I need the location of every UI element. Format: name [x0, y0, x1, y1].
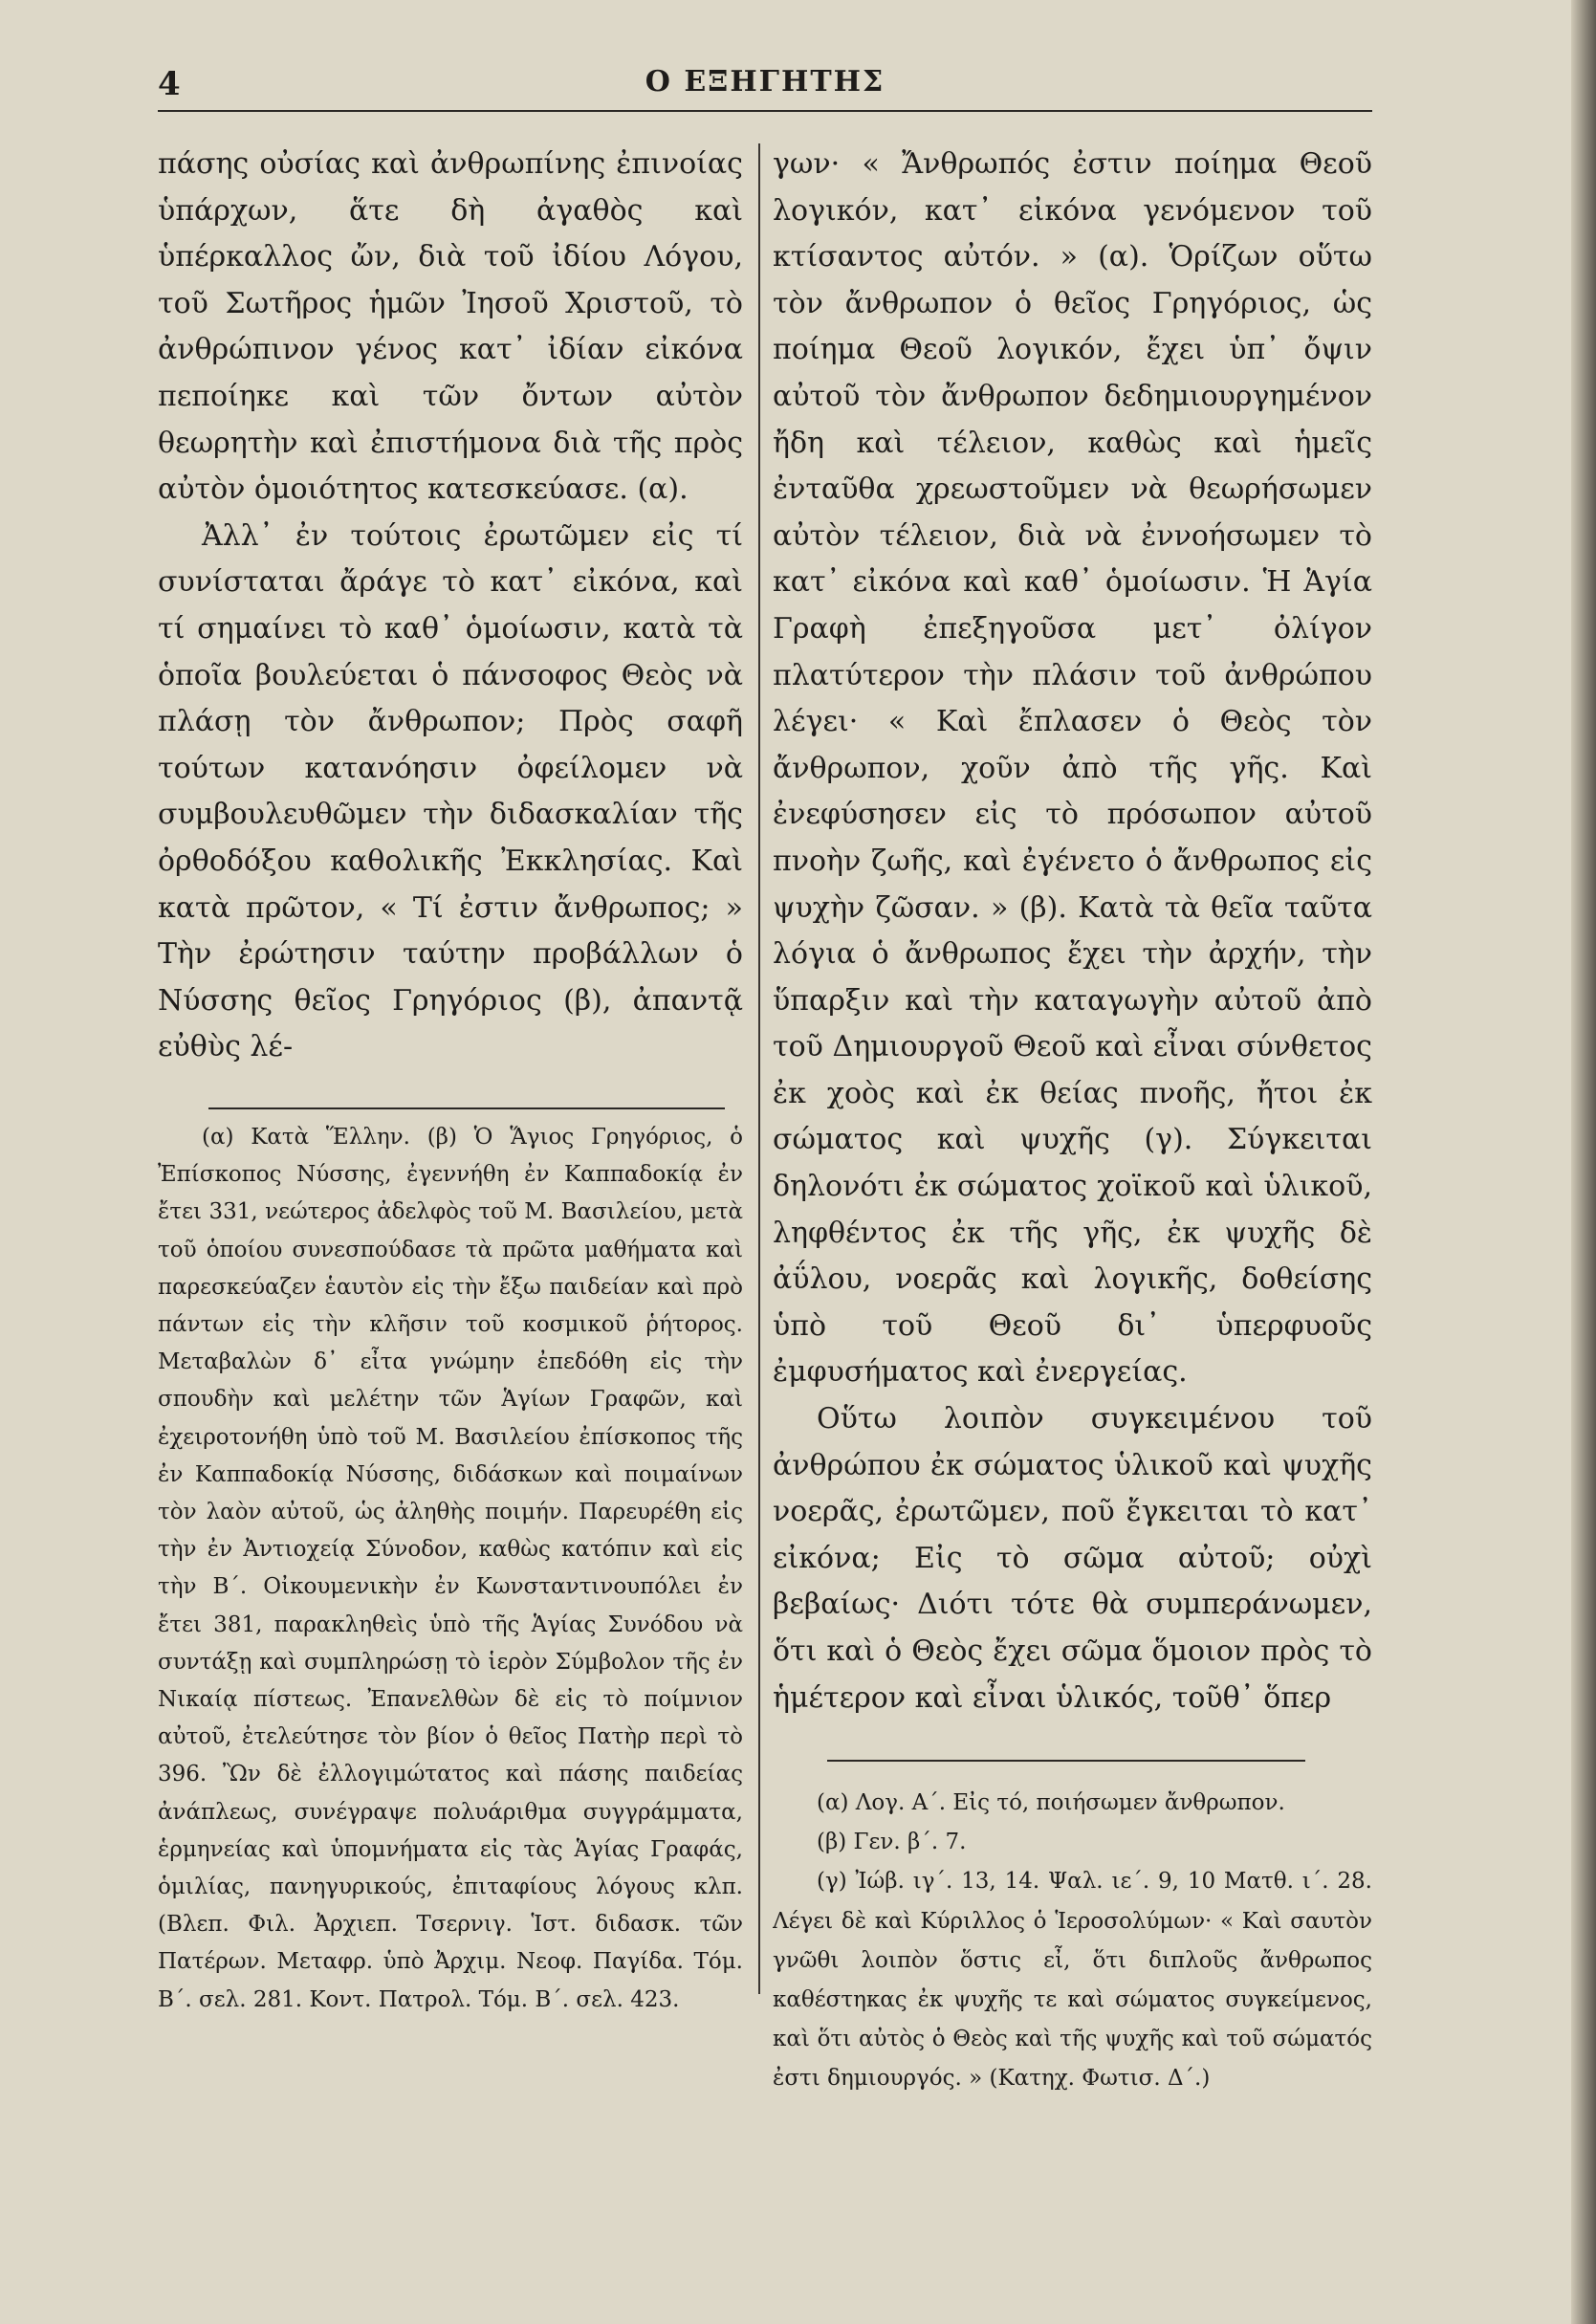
- page-header: [158, 59, 1372, 107]
- footnote-right-b: (β) Γεν. β΄. 7.: [817, 1830, 967, 1855]
- right-paragraph-1: γων· « Ἄνθρωπός ἐστιν ποίημα Θεοῦ λογικόν, κατ᾽ εἰκόνα γενόμενον τοῦ κτίσαντος αὐτόν. » (α). Ὁρίζων οὕτω τὸν ἄνθρωπον ὁ θεῖος Γρηγόριος, ὡς ποίημα Θεοῦ λογικόν, ἔχει ὑπ᾽ ὄψιν αὐτοῦ τὸν ἄνθρωπον δεδημιουργημένον ἤδη καὶ τέλειον, καθὼς καὶ ἡμεῖς ἐνταῦθα χρεωστοῦμεν νὰ θεωρήσωμεν αὐτὸν τέλειον, διὰ νὰ ἐννοήσωμεν τὸ κατ᾽ εἰκόνα καὶ καθ᾽ ὁμοίωσιν. Ἡ Ἁγία Γραφὴ ἐπεξηγοῦσα μετ᾽ ὀλίγον πλατύτερον τὴν πλάσιν τοῦ ἀνθρώπου λέγει· « Καὶ ἔπλασεν ὁ Θεὸς τὸν ἄνθρωπον, χοῦν ἀπὸ τῆς γῆς. Καὶ ἐνεφύσησεν εἰς τὸ πρόσωπον αὐτοῦ πνοὴν ζωῆς, καὶ ἐγένετο ὁ ἄνθρωπος εἰς ψυχὴν ζῶσαν. » (β). Κατὰ τὰ θεῖα ταῦτα λόγια ὁ ἄνθρωπος ἔχει τὴν ἀρχήν, τὴν ὕπαρξιν καὶ τὴν καταγωγὴν αὐτοῦ ἀπὸ τοῦ Δημιουργοῦ Θεοῦ καὶ εἶναι σύνθετος ἐκ χοὸς καὶ ἐκ θείας πνοῆς, ἤτοι ἐκ σώματος καὶ ψυχῆς (γ). Σύγκειται δηλονότι ἐκ σώματος χοϊκοῦ καὶ ὑλικοῦ, ληφθέντος ἐκ τῆς γῆς, ἐκ ψυχῆς δὲ ἀΰλου, νοερᾶς καὶ λογικῆς, δοθείσης ὑπὸ τοῦ Θεοῦ δι᾽ ὑπερφυοῦς ἐμφυσήματος καὶ ἐνεργείας.: [773, 147, 1372, 1390]
- footnotes-left: [158, 1119, 743, 2123]
- right-column: [773, 142, 1372, 1739]
- footnote-right-a: (α) Λογ. Α΄. Εἰς τό, ποιήσωμεν ἄνθρωπον.: [817, 1790, 1285, 1815]
- footnote-right-c: (γ) Ἰώβ. ιγ΄. 13, 14. Ψαλ. ιε΄. 9, 10 Ματθ. ι΄. 28. Λέγει δὲ καὶ Κύριλλος ὁ Ἱεροσολύμων· « Καὶ σαυτὸν γνῶθι λοιπὸν ὅστις εἶ, ὅτι διπλοῦς ἄνθρωπος καθέστηκας ἐκ ψυχῆς τε καὶ σώματος συγκείμενος, καὶ ὅτι αὐτὸς ὁ Θεὸς καὶ τῆς ψυχῆς καὶ τοῦ σώματός ἐστι δημιουργός. » (Κατηχ. Φωτισ. Δ΄.): [773, 1869, 1372, 2092]
- column-divider: [758, 143, 760, 1994]
- footnote-rule-right: [827, 1760, 1305, 1762]
- footnote-left-text: (α) Κατὰ Ἕλλην. (β) Ὁ Ἅγιος Γρηγόριος, ὁ Ἐπίσκοπος Νύσσης, ἐγεννήθη ἐν Καππαδοκίᾳ ἐν ἔτει 331, νεώτερος ἀδελφὸς τοῦ Μ. Βασιλείου, μετὰ τοῦ ὁποίου συνεσπούδασε τὰ πρῶτα μαθήματα καὶ παρεσκεύαζεν ἑαυτὸν εἰς τὴν ἔξω παιδείαν καὶ πρὸ πάντων εἰς τὴν κλῆσιν τοῦ κοσμικοῦ ῥήτορος. Μεταβαλὼν δ᾽ εἶτα γνώμην ἐπεδόθη εἰς τὴν σπουδὴν καὶ μελέτην τῶν Ἁγίων Γραφῶν, καὶ ἐχειροτονήθη ὑπὸ τοῦ Μ. Βασιλείου ἐπίσκοπος τῆς ἐν Καππαδοκίᾳ Νύσσης, διδάσκων καὶ ποιμαίνων τὸν λαὸν αὐτοῦ, ὡς ἀληθὴς ποιμήν. Παρευρέθη εἰς τὴν ἐν Ἀντιοχείᾳ Σύνοδον, καθὼς κατόπιν καὶ εἰς τὴν Β΄. Οἰκουμενικὴν ἐν Κωνσταντινουπόλει ἐν ἔτει 381, παρακληθεὶς ὑπὸ τῆς Ἁγίας Συνόδου νὰ συντάξῃ καὶ συμπληρώσῃ τὸ ἱερὸν Σύμβολον τῆς ἐν Νικαίᾳ πίστεως. Ἐπανελθὼν δὲ εἰς τὸ ποίμνιον αὐτοῦ, ἐτελεύτησε τὸν βίον ὁ θεῖος Πατὴρ περὶ τὸ 396. Ὢν δὲ ἐλλογιμώτατος καὶ πάσης παιδείας ἀνάπλεως, συνέγραψε πολυάριθμα συγγράμματα, ἑρμηνείας καὶ ὑπομνήματα εἰς τὰς Ἁγίας Γραφάς, ὁμιλίας, πανηγυρικούς, ἐπιταφίους λόγους κλπ. (Βλεπ. Φιλ. Ἀρχιεπ. Τσερνιγ. Ἱστ. διδασκ. τῶν Πατέρων. Μεταφρ. ὑπὸ Ἀρχιμ. Νεοφ. Παγίδα. Τόμ. Β΄. σελ. 281. Κοντ. Πατρολ. Τόμ. Β΄. σελ. 423.: [158, 1125, 743, 2012]
- running-title: Ο ΕΞΗΓΗΤΗΣ: [645, 65, 885, 99]
- right-paragraph-2: Οὕτω λοιπὸν συγκειμένου τοῦ ἀνθρώπου ἐκ σώματος ὑλικοῦ καὶ ψυχῆς νοερᾶς, ἐρωτῶμεν, ποῦ ἔγκειται τὸ κατ᾽ εἰκόνα; Εἰς τὸ σῶμα αὐτοῦ; οὐχὶ βεβαίως· Διότι τότε θὰ συμπεράνωμεν, ὅτι καὶ ὁ Θεὸς ἔχει σῶμα ὅμοιον πρὸς τὸ ἡμέτερον καὶ εἶναι ὑλικός, τοῦθ᾽ ὅπερ: [773, 1402, 1372, 1715]
- page-number: 4: [158, 65, 181, 103]
- left-paragraph-2: Ἀλλ᾽ ἐν τούτοις ἐρωτῶμεν εἰς τί συνίσταται ἄράγε τὸ κατ᾽ εἰκόνα, καὶ τί σημαίνει τὸ καθ᾽ ὁμοίωσιν, κατὰ τὰ ὁποῖα βουλεύεται ὁ πάνσοφος Θεὸς νὰ πλάσῃ τὸν ἄνθρωπον; Πρὸς σαφῆ τούτων κατανόησιν ὀφείλομεν νὰ συμβουλευθῶμεν τὴν διδασκαλίαν τῆς ὀρθοδόξου καθολικῆς Ἐκκλησίας. Καὶ κατὰ πρῶτον, « Τί ἐστιν ἄνθρωπος; » Τὴν ἐρώτησιν ταύτην προβάλλων ὁ Νύσσης θεῖος Γρηγόριος (β), ἀπαντᾷ εὐθὺς λέ-: [158, 518, 743, 1064]
- footnote-rule-left: [208, 1107, 725, 1109]
- header-rule: [158, 110, 1372, 112]
- left-paragraph-1: πάσης οὐσίας καὶ ἀνθρωπίνης ἐπινοίας ὑπάρχων, ἅτε δὴ ἀγαθὸς καὶ ὑπέρκαλλος ὤν, διὰ τοῦ ἰδίου Λόγου, τοῦ Σωτῆρος ἡμῶν Ἰησοῦ Χριστοῦ, τὸ ἀνθρώπινον γένος κατ᾽ ἰδίαν εἰκόνα πεποίηκε καὶ τῶν ὄντων αὐτὸν θεωρητὴν καὶ ἐπιστήμονα διὰ τῆς πρὸς αὐτὸν ὁμοιότητος κατεσκεύασε. (α).: [158, 147, 743, 507]
- footnotes-right: [773, 1784, 1372, 2138]
- book-spine-shadow: [1571, 0, 1596, 2324]
- left-column: [158, 142, 743, 1088]
